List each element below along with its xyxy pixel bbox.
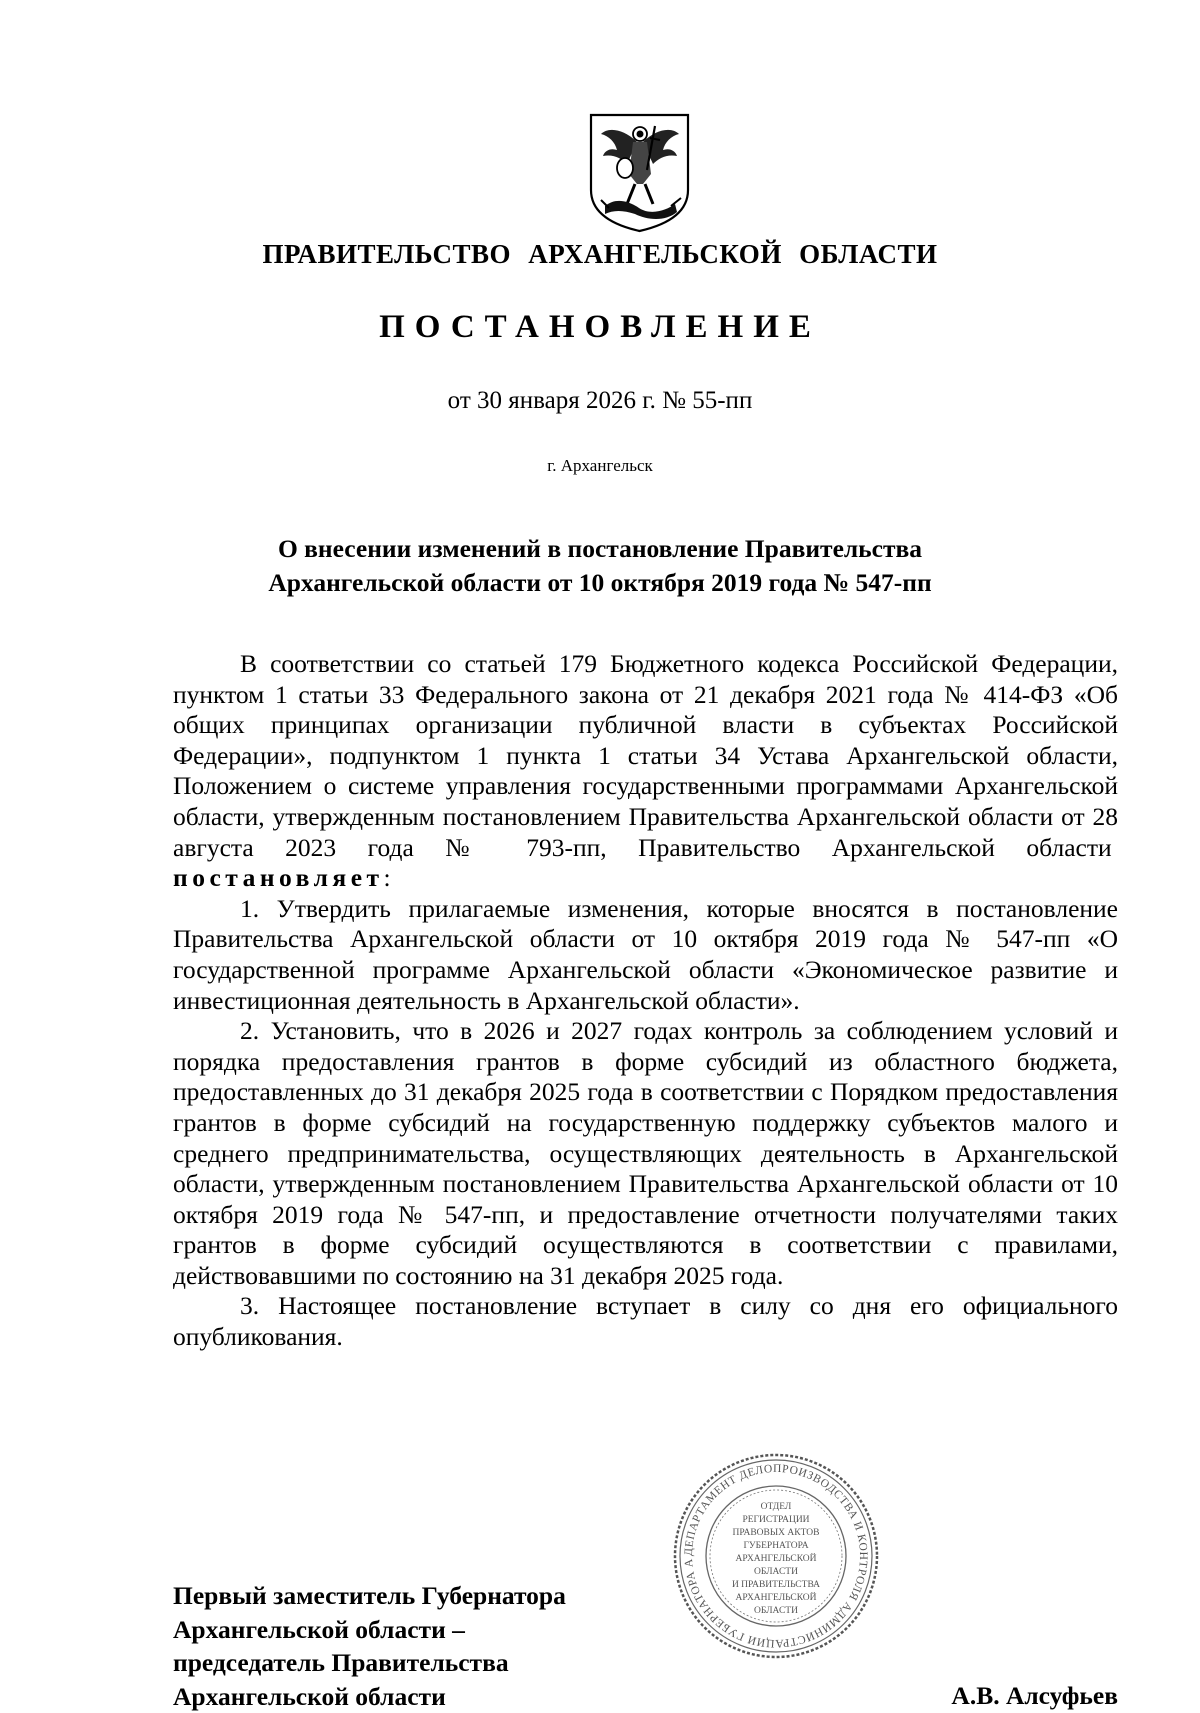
svg-text:И ПРАВИТЕЛЬСТВА: И ПРАВИТЕЛЬСТВА xyxy=(732,1580,820,1590)
body-paragraph-item-3: 3. Настоящее постановление вступает в силу со дня его официального опубликования. xyxy=(173,1291,1118,1352)
document-date-number: от 30 января 2026 г. № 55-пп xyxy=(0,385,1200,417)
document-type: ПОСТАНОВЛЕНИЕ xyxy=(0,305,1200,349)
document-title-line: Архангельской области от 10 октября 2019 года № 547-пп xyxy=(0,566,1200,600)
svg-text:РЕГИСТРАЦИИ: РЕГИСТРАЦИИ xyxy=(742,1515,809,1525)
svg-text:АРХАНГЕЛЬСКОЙ: АРХАНГЕЛЬСКОЙ xyxy=(735,1552,816,1564)
signatory-name: А.В. Алсуфьев xyxy=(951,1679,1118,1713)
signatory-position xyxy=(173,1579,733,1713)
body-paragraph-item-2: 2. Установить, что в 2026 и 2027 годах контроль за соблюдением условий и порядка предоставления грантов в форме субсидий из областного бюджета, предоставленных до 31 декабря 2025 года в соответствии с Порядком предоставления грантов в форме субсидий на государственную поддержку субъектов малого и среднего предпринимательства, осуществляющих деятельность в Архангельской области, утвержденным постановлением Правительства Архангельской области от 10 октября 2019 года № 547-пп, и предоставление отчетности получателями таких грантов в форме субсидий осуществляются в соответствии с правилами, действовавшими по состоянию на 31 декабря 2025 года. xyxy=(173,1016,1118,1291)
signatory-position-line: Архангельской области xyxy=(173,1680,733,1713)
svg-text:ДЕПАРТАМЕНТ ДЕЛОПРОИЗВОДСТВА И: ДЕПАРТАМЕНТ ДЕЛОПРОИЗВОДСТВА И КОНТРОЛЯ АДМИНИСТРАЦИИ ГУБЕРНАТОРА А xyxy=(671,1451,869,1649)
body-paragraph-preamble xyxy=(173,649,1118,894)
svg-text:ОТДЕЛ: ОТДЕЛ xyxy=(761,1502,792,1512)
coat-of-arms-emblem xyxy=(587,112,692,234)
preamble-colon: : xyxy=(384,863,391,892)
signatory-position-line: Первый заместитель Губернатора xyxy=(173,1579,733,1613)
svg-text:АРХАНГЕЛЬСКОЙ: АРХАНГЕЛЬСКОЙ xyxy=(735,1591,816,1603)
svg-text:ОБЛАСТИ: ОБЛАСТИ xyxy=(754,1567,798,1577)
document-body xyxy=(173,649,1118,1353)
document-city: г. Архангельск xyxy=(0,455,1200,477)
svg-text:ОБЛАСТИ: ОБЛАСТИ xyxy=(754,1606,798,1616)
svg-text:ГУБЕРНАТОРА: ГУБЕРНАТОРА xyxy=(743,1541,808,1551)
organization-name: ПРАВИТЕЛЬСТВО АРХАНГЕЛЬСКОЙ ОБЛАСТИ xyxy=(0,236,1200,272)
document-title xyxy=(0,532,1200,600)
document-title-line: О внесении изменений в постановление Правительства xyxy=(0,532,1200,566)
decree-word: постановляет xyxy=(173,863,384,892)
body-paragraph-item-1: 1. Утвердить прилагаемые изменения, которые вносятся в постановление Правительства Архангельской области от 10 октября 2019 года № 547-пп «О государственной программе Архангельской области «Экономическое развитие и инвестиционная деятельность в Архангельской области». xyxy=(173,894,1118,1016)
svg-text:ПРАВОВЫХ АКТОВ: ПРАВОВЫХ АКТОВ xyxy=(733,1528,820,1538)
signatory-position-line: Архангельской области – xyxy=(173,1613,733,1647)
preamble-text: В соответствии со статьей 179 Бюджетного кодекса Российской Федерации, пунктом 1 статьи 33 Федерального закона от 21 декабря 2021 года № 414-ФЗ «Об общих принципах организации публичной власти в субъектах Российской Федерации», подпунктом 1 пункта 1 статьи 34 Устава Архангельской области, Положением о системе управления государственными программами Архангельской области, утвержденным постановлением Правительства Архангельской области от 28 августа 2023 года № 793-пп, Правительство Архангельской области xyxy=(173,649,1118,862)
signatory-position-line: председатель Правительства xyxy=(173,1646,733,1680)
